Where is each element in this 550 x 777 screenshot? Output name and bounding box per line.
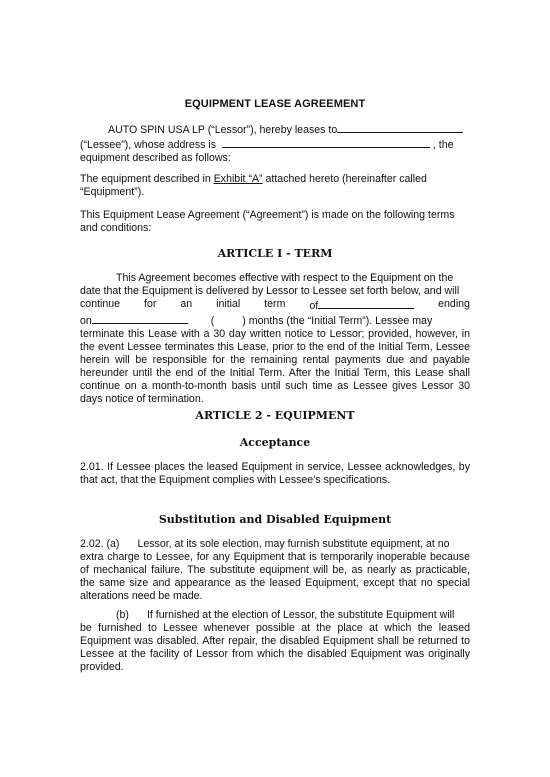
substitution-heading: Substitution and Disabled Equipment	[158, 513, 392, 526]
article-1-line3	[80, 298, 470, 313]
equipment-desc-before: The equipment described in	[80, 173, 211, 185]
section-2-02-b	[80, 609, 470, 674]
section-2-02-b-label: (b)	[116, 609, 129, 621]
exhibit-a-link: Exhibit “A”	[213, 173, 263, 185]
equipment-desc-line2: “Equipment”).	[80, 186, 145, 198]
equipment-desc-after: attached hereto (hereinafter called	[265, 173, 427, 185]
intro-paragraph	[80, 122, 470, 165]
intro-line2-end: , the	[432, 139, 454, 151]
article-1-line4	[80, 313, 470, 328]
section-2-02-a-rest: extra charge to Lessee, for any Equipment that is temporarily inoperable because of mechanical failure. The substitute equipment will be, as nearly as practicable, the same size and appearance as the leased Equipment, except that no special alterations need be made.	[80, 551, 470, 602]
section-2-02-a	[80, 538, 470, 603]
lessee-address-blank[interactable]	[222, 137, 430, 148]
article-1-line1: This Agreement becomes effective with respect to the Equipment on the	[116, 272, 454, 284]
word-of: of	[309, 300, 319, 312]
lessee-name-blank[interactable]	[337, 122, 463, 133]
ending-date-blank[interactable]	[92, 313, 188, 324]
intro-line1: AUTO SPIN USA LP (“Lessor”), hereby leases to	[108, 124, 338, 136]
initial-term-blank[interactable]	[318, 298, 414, 309]
article-1-line2: date that the Equipment is delivered by Lessor to Lessee set forth below, and will	[80, 285, 460, 297]
acceptance-heading: Acceptance	[239, 436, 311, 449]
article-1-heading: ARTICLE I - TERM	[217, 247, 333, 260]
word-for: for	[144, 298, 157, 310]
word-ending: ending	[438, 298, 470, 310]
open-paren: (	[210, 315, 215, 327]
document-title: EQUIPMENT LEASE AGREEMENT	[184, 98, 366, 110]
section-2-02-a-label: 2.02. (a)	[80, 538, 120, 550]
intro-line3: equipment described as follows:	[80, 152, 231, 164]
article-1-paragraph	[80, 272, 470, 406]
agreement-statement: This Equipment Lease Agreement (“Agreement”) is made on the following terms and conditions:	[80, 209, 455, 234]
section-2-01: 2.01. If Lessee places the leased Equipment in service, Lessee acknowledges, by that act, that the Equipment complies with Lessee’s specifications.	[80, 461, 470, 486]
word-initial: initial	[216, 298, 241, 310]
word-term: term	[264, 298, 286, 310]
equipment-description-paragraph	[80, 173, 470, 199]
section-2-02-a-first: Lessor, at its sole election, may furnish substitute equipment, at no	[137, 538, 450, 550]
article-1-rest: terminate this Lease with a 30 day written notice to Lessor; provided, however, in the event Lessee terminates this Lease, prior to the end of the Initial Term, Lessee herein will be responsible for the remaining rental payments due and payable hereunder until the end of the Initial Term. After the Initial Term, this Lease shall continue on a month-to-month basis until such time as Lessee gives Lessor 30 days notice of termination.	[80, 328, 470, 405]
intro-line2-start: (“Lessee”), whose address is	[80, 139, 217, 151]
word-an: an	[180, 298, 193, 310]
word-continue: continue	[80, 298, 121, 310]
section-2-02-b-first: If furnished at the election of Lessor, the substitute Equipment will	[146, 609, 455, 621]
article-2-heading: ARTICLE 2 - EQUIPMENT	[195, 409, 355, 422]
article-1-line4-rest: ) months (the “Initial Term”). Lessee may	[242, 315, 433, 327]
section-2-02-b-rest: be furnished to Lessee whenever possible at the place at which the leased Equipment was disabled. After repair, the disabled Equipment shall be returned to Lessee at the facility of Lessor from which the disabled Equipment was originally provided.	[80, 622, 470, 673]
word-on: on	[80, 315, 92, 327]
